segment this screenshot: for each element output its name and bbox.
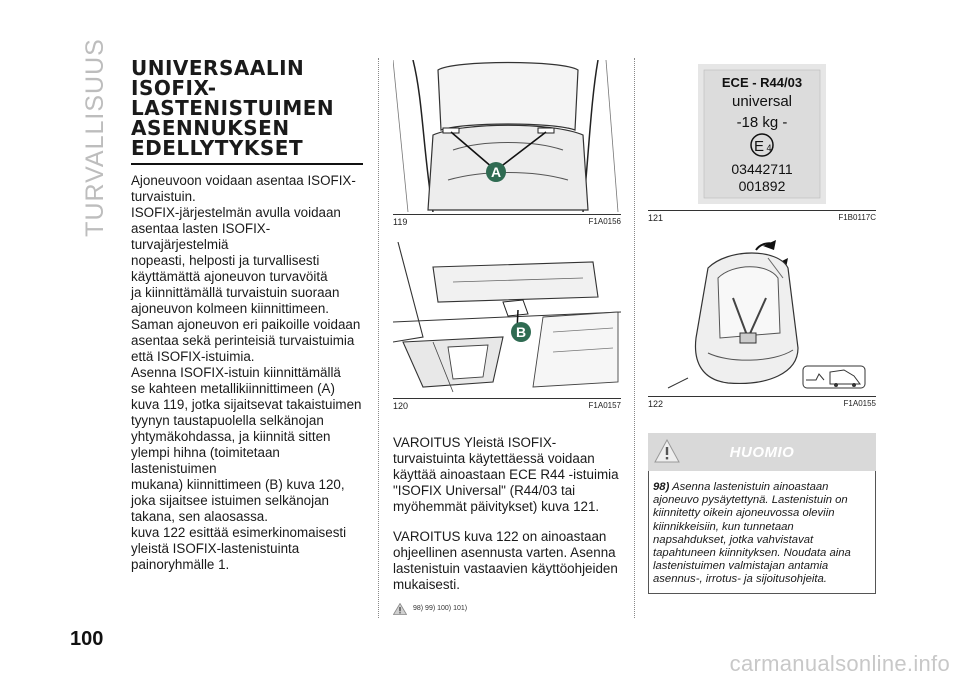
label-line: -18 kg - xyxy=(736,114,788,131)
paragraph: ISOFIX-järjestelmän avulla voidaan asentaa lasten ISOFIX-turvajärjestelmiä nopeasti, helposti ja turvallisesti käyttämättä ajoneuvon turvavöitä ja kiinnittämällä turvaistuin suoraan ajoneuvon kolmeen kiinnittimeen. Saman ajoneuvon eri paikoille voidaan asentaa sekä perinteisiä turvaistuimia että ISOFIX-istuimia. xyxy=(131,205,361,364)
column-middle-text xyxy=(393,435,621,617)
figure-code: F1A0155 xyxy=(843,399,876,408)
caption-122 xyxy=(648,396,876,409)
section-heading xyxy=(131,58,363,165)
notice-ref: 98) xyxy=(653,481,670,493)
caption-119 xyxy=(393,214,621,227)
tether-anchor-illustration xyxy=(393,242,621,394)
figure-number: 122 xyxy=(648,399,664,409)
child-seat-illustration xyxy=(648,238,876,393)
figure-code: F1A0156 xyxy=(588,217,621,226)
figure-121 xyxy=(648,60,876,208)
watermark: carmanualsonline.info xyxy=(729,651,950,676)
ece-label-illustration xyxy=(648,60,876,208)
figure-119 xyxy=(393,60,621,212)
column-left xyxy=(131,58,363,573)
heading-line: LASTENISTUIMEN xyxy=(131,96,335,120)
figure-122 xyxy=(648,238,876,393)
label-e-mark: E xyxy=(753,138,765,155)
warning-triangle-icon xyxy=(393,603,407,615)
heading-line: ISOFIX- xyxy=(131,76,217,100)
caption-120 xyxy=(393,398,621,411)
column-divider xyxy=(378,58,379,618)
notice-body xyxy=(648,471,876,594)
notice-header xyxy=(648,433,876,471)
heading-line: UNIVERSAALIN xyxy=(131,56,305,80)
notice-text: Asenna lastenistuin ainoastaan ajoneuvo pysäytettynä. Lastenistuin on kiinnitetty oikein ajoneuvossa oleviin kiinnikkeisiin, kun tunnetaan napsahdukset, jotka vahvistavat tapahtuneen kiinnityksen. Noudata aina lastenistuimen valmistajan antamia asennus-, irrotus- ja sijoitusohjeita. xyxy=(653,481,851,586)
refs-text: 98) 99) 100) 101) xyxy=(413,605,468,612)
label-a: A xyxy=(490,164,502,180)
warning-refs xyxy=(393,601,621,617)
column-divider xyxy=(634,58,635,618)
paragraph: Ajoneuvoon voidaan asentaa ISOFIX- turvaistuin. xyxy=(131,173,356,204)
label-line: 001892 xyxy=(738,178,786,194)
figure-code: F1B0117C xyxy=(838,213,876,222)
warning-triangle-icon xyxy=(654,439,680,463)
figure-number: 121 xyxy=(648,213,664,223)
figure-number: 119 xyxy=(393,217,408,227)
section-side-tab xyxy=(78,37,112,237)
figure-number: 120 xyxy=(393,401,409,411)
warning-paragraph: VAROITUS Yleistä ISOFIX-turvaistuinta käytettäessä voidaan käyttää ainoastaan ECE R44 -istuimia "ISOFIX Universal" (R44/03 tai myöhemmät päivitykset) kuva 121. xyxy=(393,435,619,514)
page-number: 100 xyxy=(70,628,104,650)
label-b: B xyxy=(515,324,527,340)
figure-code: F1A0157 xyxy=(588,401,621,410)
notice-title: HUOMIO xyxy=(729,443,795,461)
warning-paragraph: VAROITUS kuva 122 on ainoastaan ohjeellinen asennusta varten. Asenna lastenistuin vastaavien käyttöohjeiden mukaisesti. xyxy=(393,529,618,592)
label-line: 03442711 xyxy=(731,161,793,177)
heading-line: EDELLYTYKSET xyxy=(131,136,304,160)
heading-line: ASENNUKSEN xyxy=(131,116,290,140)
seat-anchor-illustration xyxy=(393,60,621,212)
caption-121 xyxy=(648,210,876,223)
figure-120 xyxy=(393,242,621,394)
label-e-number: 4 xyxy=(766,143,772,153)
side-tab-label: TURVALLISUUS xyxy=(80,37,109,237)
paragraph: kuva 122 esittää esimerkinomaisesti yleistä ISOFIX-lastenistuinta painoryhmälle 1. xyxy=(131,525,347,572)
notice-box xyxy=(648,433,876,594)
paragraph: Asenna ISOFIX-istuin kiinnittämällä se kahteen metallikiinnittimeen (A) kuva 119, jotka sijaitsevat takaistuimen tyynyn taustapuolella selkänojan yhtymäkohdassa, ja kiinnitä sitten ylempi hihna (toimitetaan lastenistuimen mukana) kiinnittimeen (B) kuva 120, joka sijaitsee istuimen selkänojan takana, sen alaosassa. xyxy=(131,365,362,524)
label-line: ECE - R44/03 xyxy=(721,75,803,90)
label-line: universal xyxy=(731,93,793,110)
